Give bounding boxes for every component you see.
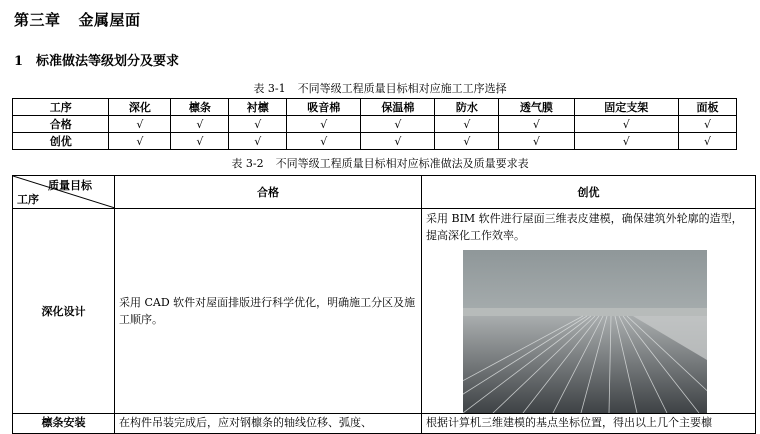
excellent-requirement-cell	[422, 209, 756, 414]
check-mark: √	[679, 133, 737, 150]
excellent-requirement-text: 采用 BIM 软件进行屋面三维表皮建模，确保建筑外轮廓的造型，提高深化工作效率。	[426, 212, 743, 242]
check-mark: √	[574, 116, 679, 133]
table2-caption-number: 表 3-2	[231, 157, 264, 170]
table1-header-cell: 衬檩	[229, 99, 287, 116]
check-mark: √	[229, 116, 287, 133]
check-mark: √	[499, 116, 574, 133]
chapter-title: 金属屋面	[78, 11, 141, 29]
table2-header-row	[13, 176, 756, 209]
process-cell: 檩条安装	[13, 414, 115, 434]
section-number: 1	[14, 54, 24, 69]
table2-row	[13, 209, 756, 414]
pass-requirement-cell: 采用 CAD 软件对屋面排版进行科学优化，明确施工分区及施工顺序。	[115, 209, 422, 414]
check-mark: √	[361, 116, 435, 133]
table1-header-cell: 工序	[13, 99, 109, 116]
check-mark: √	[287, 133, 361, 150]
process-selection-table	[12, 98, 737, 150]
column-header-pass: 合格	[115, 176, 422, 209]
table1-header-cell: 保温棉	[361, 99, 435, 116]
check-mark: √	[171, 133, 229, 150]
table2-row	[13, 414, 756, 434]
quality-requirements-table	[12, 175, 756, 434]
table1-header-cell: 固定支架	[574, 99, 679, 116]
check-mark: √	[287, 116, 361, 133]
pass-requirement-cell: 在构件吊装完成后，应对钢檩条的轴线位移、弧度、	[115, 414, 422, 434]
table1-row-label: 创优	[13, 133, 109, 150]
table1-row	[13, 116, 737, 133]
metal-roof-photo	[463, 250, 707, 413]
check-mark: √	[679, 116, 737, 133]
check-mark: √	[574, 133, 679, 150]
section-title: 标准做法等级划分及要求	[36, 54, 180, 69]
section-heading	[14, 50, 179, 69]
table1-row-label: 合格	[13, 116, 109, 133]
diagonal-header-cell	[13, 176, 115, 209]
table1-caption-number: 表 3-1	[253, 82, 286, 95]
check-mark: √	[109, 133, 171, 150]
corner-bottom-label: 工序	[17, 193, 39, 206]
metal-roof-photo-graphic	[463, 250, 707, 413]
corner-top-label: 质量目标	[48, 179, 92, 192]
column-header-excellent: 创优	[422, 176, 756, 209]
table1-header-cell: 面板	[679, 99, 737, 116]
table1-header-cell: 透气膜	[499, 99, 574, 116]
chapter-label: 第三章	[14, 11, 61, 29]
check-mark: √	[171, 116, 229, 133]
table1-header-cell: 吸音棉	[287, 99, 361, 116]
table1-header-cell: 檩条	[171, 99, 229, 116]
table1-header-row	[13, 99, 737, 116]
check-mark: √	[435, 133, 499, 150]
table1-row	[13, 133, 737, 150]
table1-caption-text: 不同等级工程质量目标相对应施工工序选择	[297, 82, 507, 95]
check-mark: √	[229, 133, 287, 150]
excellent-requirement-cell: 根据计算机三维建模的基点坐标位置，得出以上几个主要檩	[422, 414, 756, 434]
chapter-heading	[14, 9, 141, 30]
table1-header-cell: 防水	[435, 99, 499, 116]
process-cell: 深化设计	[13, 209, 115, 414]
check-mark: √	[435, 116, 499, 133]
table1-header-cell: 深化	[109, 99, 171, 116]
table2-caption	[0, 155, 760, 171]
table2-caption-text: 不同等级工程质量目标相对应标准做法及质量要求表	[275, 157, 529, 170]
check-mark: √	[499, 133, 574, 150]
check-mark: √	[361, 133, 435, 150]
table1-caption	[0, 80, 760, 96]
check-mark: √	[109, 116, 171, 133]
